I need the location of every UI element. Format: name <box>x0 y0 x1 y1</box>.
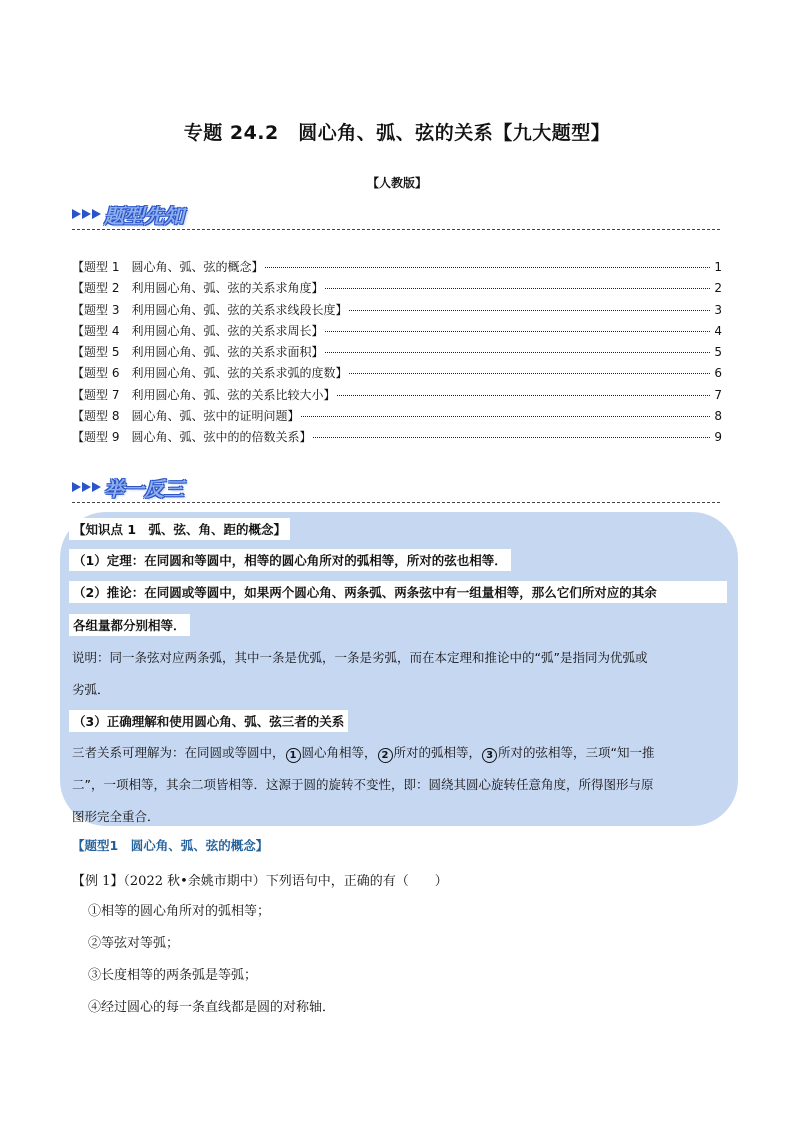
relation-text <box>72 743 655 763</box>
circled-number-icon: 1 <box>286 748 301 763</box>
toc-item-text: 【题型 6 利用圆心角、弧、弦的关系求弧的度数】 <box>72 366 348 381</box>
section-title: 举一反三 <box>104 476 184 501</box>
triple-arrow-icon <box>72 482 102 492</box>
corollary-text: （2）推论：在同圆或等圆中，如果两个圆心角、两条弧、两条弦中有一组量相等，那么它们所对应的其余 <box>69 581 727 603</box>
dashed-divider <box>72 502 720 503</box>
section-header-preview <box>72 199 184 229</box>
note-text: 说明：同一条弦对应两条弧，其中一条是优弧，一条是劣弧，而在本定理和推论中的“弧”是指同为优弧或 <box>72 650 648 665</box>
example-label: 【例 1】 <box>72 874 124 889</box>
option-item: ②等弦对等弧； <box>88 936 180 951</box>
leader-dots <box>313 437 710 438</box>
circled-number-icon: 2 <box>378 748 393 763</box>
relation-heading: （3）正确理解和使用圆心角、弧、弦三者的关系 <box>69 710 348 732</box>
toc-item[interactable] <box>72 343 722 364</box>
relation-text-part: 圆心角相等， <box>301 745 377 760</box>
leader-dots <box>349 373 710 374</box>
toc-page-number: 8 <box>714 409 722 424</box>
toc-item[interactable] <box>72 301 722 322</box>
toc-item[interactable] <box>72 428 722 449</box>
option-item: ③长度相等的两条弧是等弧； <box>88 968 258 983</box>
triple-arrow-icon <box>72 209 102 219</box>
toc-item-text: 【题型 7 利用圆心角、弧、弦的关系比较大小】 <box>72 387 336 402</box>
leader-dots <box>325 352 710 353</box>
toc-page-number: 5 <box>714 345 722 360</box>
section-header-practice <box>72 472 184 502</box>
relation-text-part: 所对的弦相等，三项“知一推 <box>498 745 655 760</box>
leader-dots <box>265 267 710 268</box>
leader-dots <box>301 416 710 417</box>
theorem-text: （1）定理：在同圆和等圆中，相等的圆心角所对的弧相等，所对的弦也相等． <box>69 549 511 571</box>
toc-item-text: 【题型 8 圆心角、弧、弦中的证明问题】 <box>72 409 300 424</box>
toc-page-number: 9 <box>714 430 722 445</box>
toc-page-number: 1 <box>714 260 722 274</box>
relation-text-part: 三者关系可理解为：在同圆或等圆中， <box>72 745 285 760</box>
circled-number-icon: 3 <box>482 748 497 763</box>
toc-item[interactable] <box>72 364 722 385</box>
toc-item[interactable] <box>72 407 722 428</box>
corollary-text-cont: 各组量都分别相等． <box>69 614 190 636</box>
option-item: ④经过圆心的每一条直线都是圆的对称轴． <box>88 1000 336 1015</box>
question-type-heading: 【题型1 圆心角、弧、弦的概念】 <box>72 838 269 853</box>
toc-page-number: 4 <box>714 323 722 338</box>
toc-item[interactable] <box>72 322 722 343</box>
table-of-contents <box>72 258 722 450</box>
note-text-cont: 劣弧． <box>72 682 110 697</box>
section-title: 题型先知 <box>104 203 184 228</box>
toc-item[interactable] <box>72 258 722 279</box>
leader-dots <box>349 310 710 311</box>
page-title: 专题 24.2 圆心角、弧、弦的关系【九大题型】 <box>183 122 611 144</box>
toc-page-number: 6 <box>714 366 722 381</box>
relation-text-cont: 二”，一项相等，其余二项皆相等．这源于圆的旋转不变性，即：圆绕其圆心旋转任意角度，所得图形与原 <box>72 777 654 792</box>
toc-item-text: 【题型 5 利用圆心角、弧、弦的关系求面积】 <box>72 345 324 360</box>
toc-item-text: 【题型 9 圆心角、弧、弦中的的倍数关系】 <box>72 430 312 445</box>
edition-label: 【人教版】 <box>366 176 427 190</box>
example-stem <box>72 870 448 889</box>
toc-page-number: 7 <box>714 387 722 402</box>
toc-item-text: 【题型 3 利用圆心角、弧、弦的关系求线段长度】 <box>72 302 348 317</box>
toc-item-text: 【题型 1 圆心角、弧、弦的概念】 <box>72 260 264 274</box>
toc-item[interactable] <box>72 386 722 407</box>
toc-page-number: 3 <box>714 302 722 317</box>
relation-text-part: 所对的弧相等， <box>393 745 482 760</box>
toc-item-text: 【题型 2 利用圆心角、弧、弦的关系求角度】 <box>72 281 324 296</box>
relation-text-end: 图形完全重合． <box>72 809 160 824</box>
dashed-divider <box>72 229 720 230</box>
example-question: （2022 秋•余姚市期中）下列语句中，正确的有（ ） <box>123 874 448 889</box>
leader-dots <box>325 331 710 332</box>
knowledge-heading: 【知识点 1 弧、弦、角、距的概念】 <box>69 518 290 540</box>
option-item: ①相等的圆心角所对的弧相等； <box>88 904 271 919</box>
toc-page-number: 2 <box>714 281 722 296</box>
toc-item[interactable] <box>72 279 722 300</box>
toc-item-text: 【题型 4 利用圆心角、弧、弦的关系求周长】 <box>72 323 324 338</box>
leader-dots <box>337 395 710 396</box>
leader-dots <box>325 288 710 289</box>
